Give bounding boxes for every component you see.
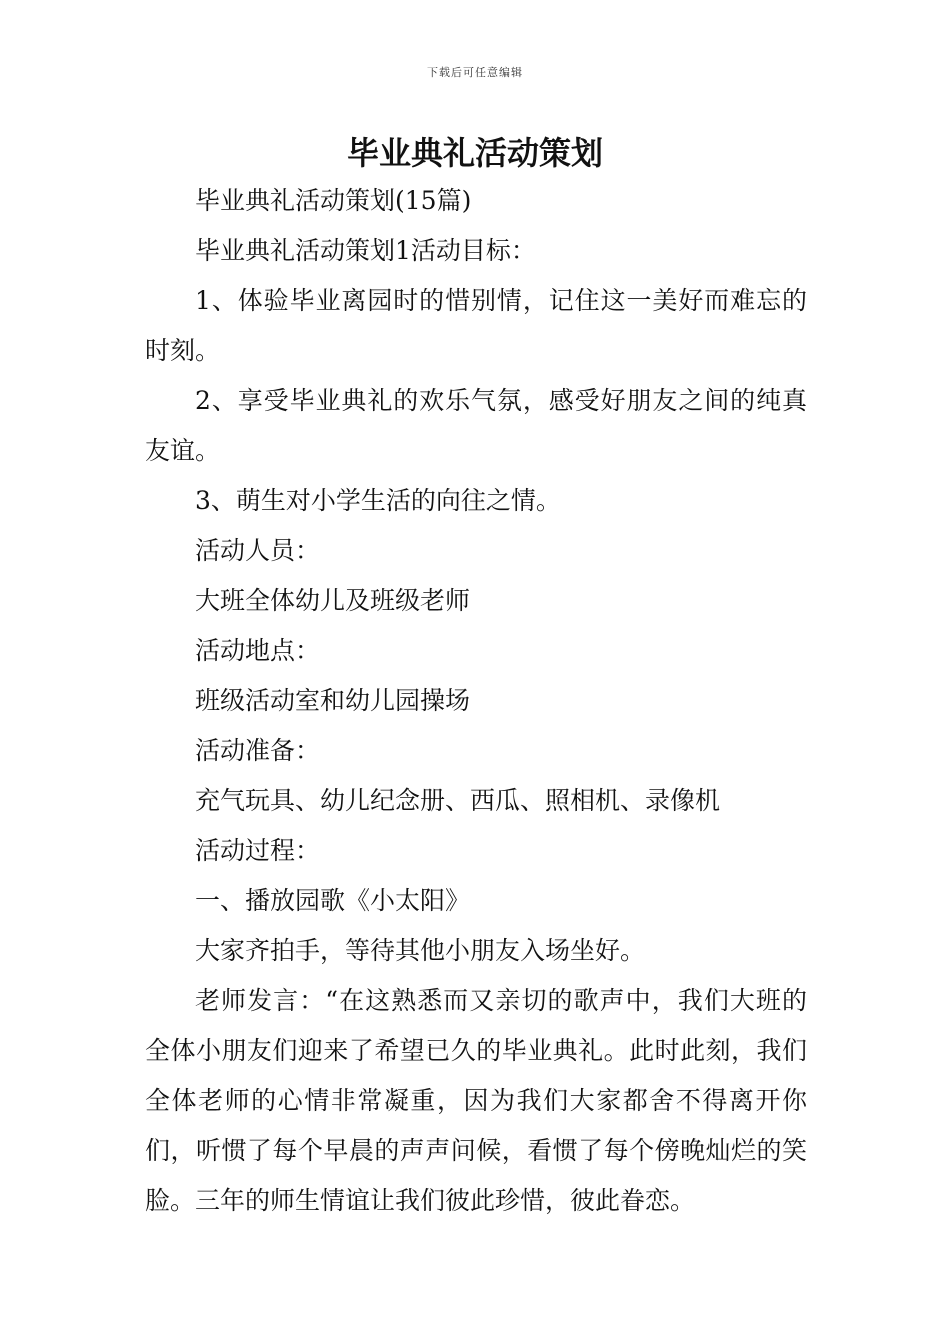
paragraph-preparation-label: 活动准备： <box>195 736 321 765</box>
paragraph-step-1-detail: 大家齐拍手，等待其他小朋友入场坐好。 <box>195 936 646 965</box>
paragraph-section-heading: 毕业典礼活动策划1活动目标： <box>195 236 536 265</box>
document-body <box>145 176 807 1226</box>
document-title: 毕业典礼活动策划 <box>346 134 603 172</box>
paragraph-goal-2: 2、享受毕业典礼的欢乐气氛，感受好朋友之间的纯真友谊。 <box>145 386 807 465</box>
paragraph-goal-1: 1、体验毕业离园时的惜别情，记住这一美好而难忘的时刻。 <box>145 286 807 365</box>
paragraph-process-label: 活动过程： <box>195 836 321 865</box>
page-header-note: 下载后可任意编辑 <box>427 66 523 79</box>
paragraph-step-1: 一、播放园歌《小太阳》 <box>195 886 471 915</box>
paragraph-preparation: 充气玩具、幼儿纪念册、西瓜、照相机、录像机 <box>195 786 721 815</box>
paragraph-participants: 大班全体幼儿及班级老师 <box>195 586 471 615</box>
paragraph-location: 班级活动室和幼儿园操场 <box>195 686 471 715</box>
paragraph-teacher-speech: 老师发言：“在这熟悉而又亲切的歌声中，我们大班的全体小朋友们迎来了希望已久的毕业典礼。此时此刻，我们全体老师的心情非常凝重，因为我们大家都舍不得离开你们，听惯了每个早晨的声声问候，看惯了每个傍晚灿烂的笑脸。三年的师生情谊让我们彼此珍惜，彼此眷恋。 <box>145 986 807 1215</box>
paragraph-location-label: 活动地点： <box>195 636 321 665</box>
paragraph-subtitle: 毕业典礼活动策划(15篇) <box>195 186 472 215</box>
paragraph-participants-label: 活动人员： <box>195 536 321 565</box>
paragraph-goal-3: 3、萌生对小学生活的向往之情。 <box>195 486 561 515</box>
